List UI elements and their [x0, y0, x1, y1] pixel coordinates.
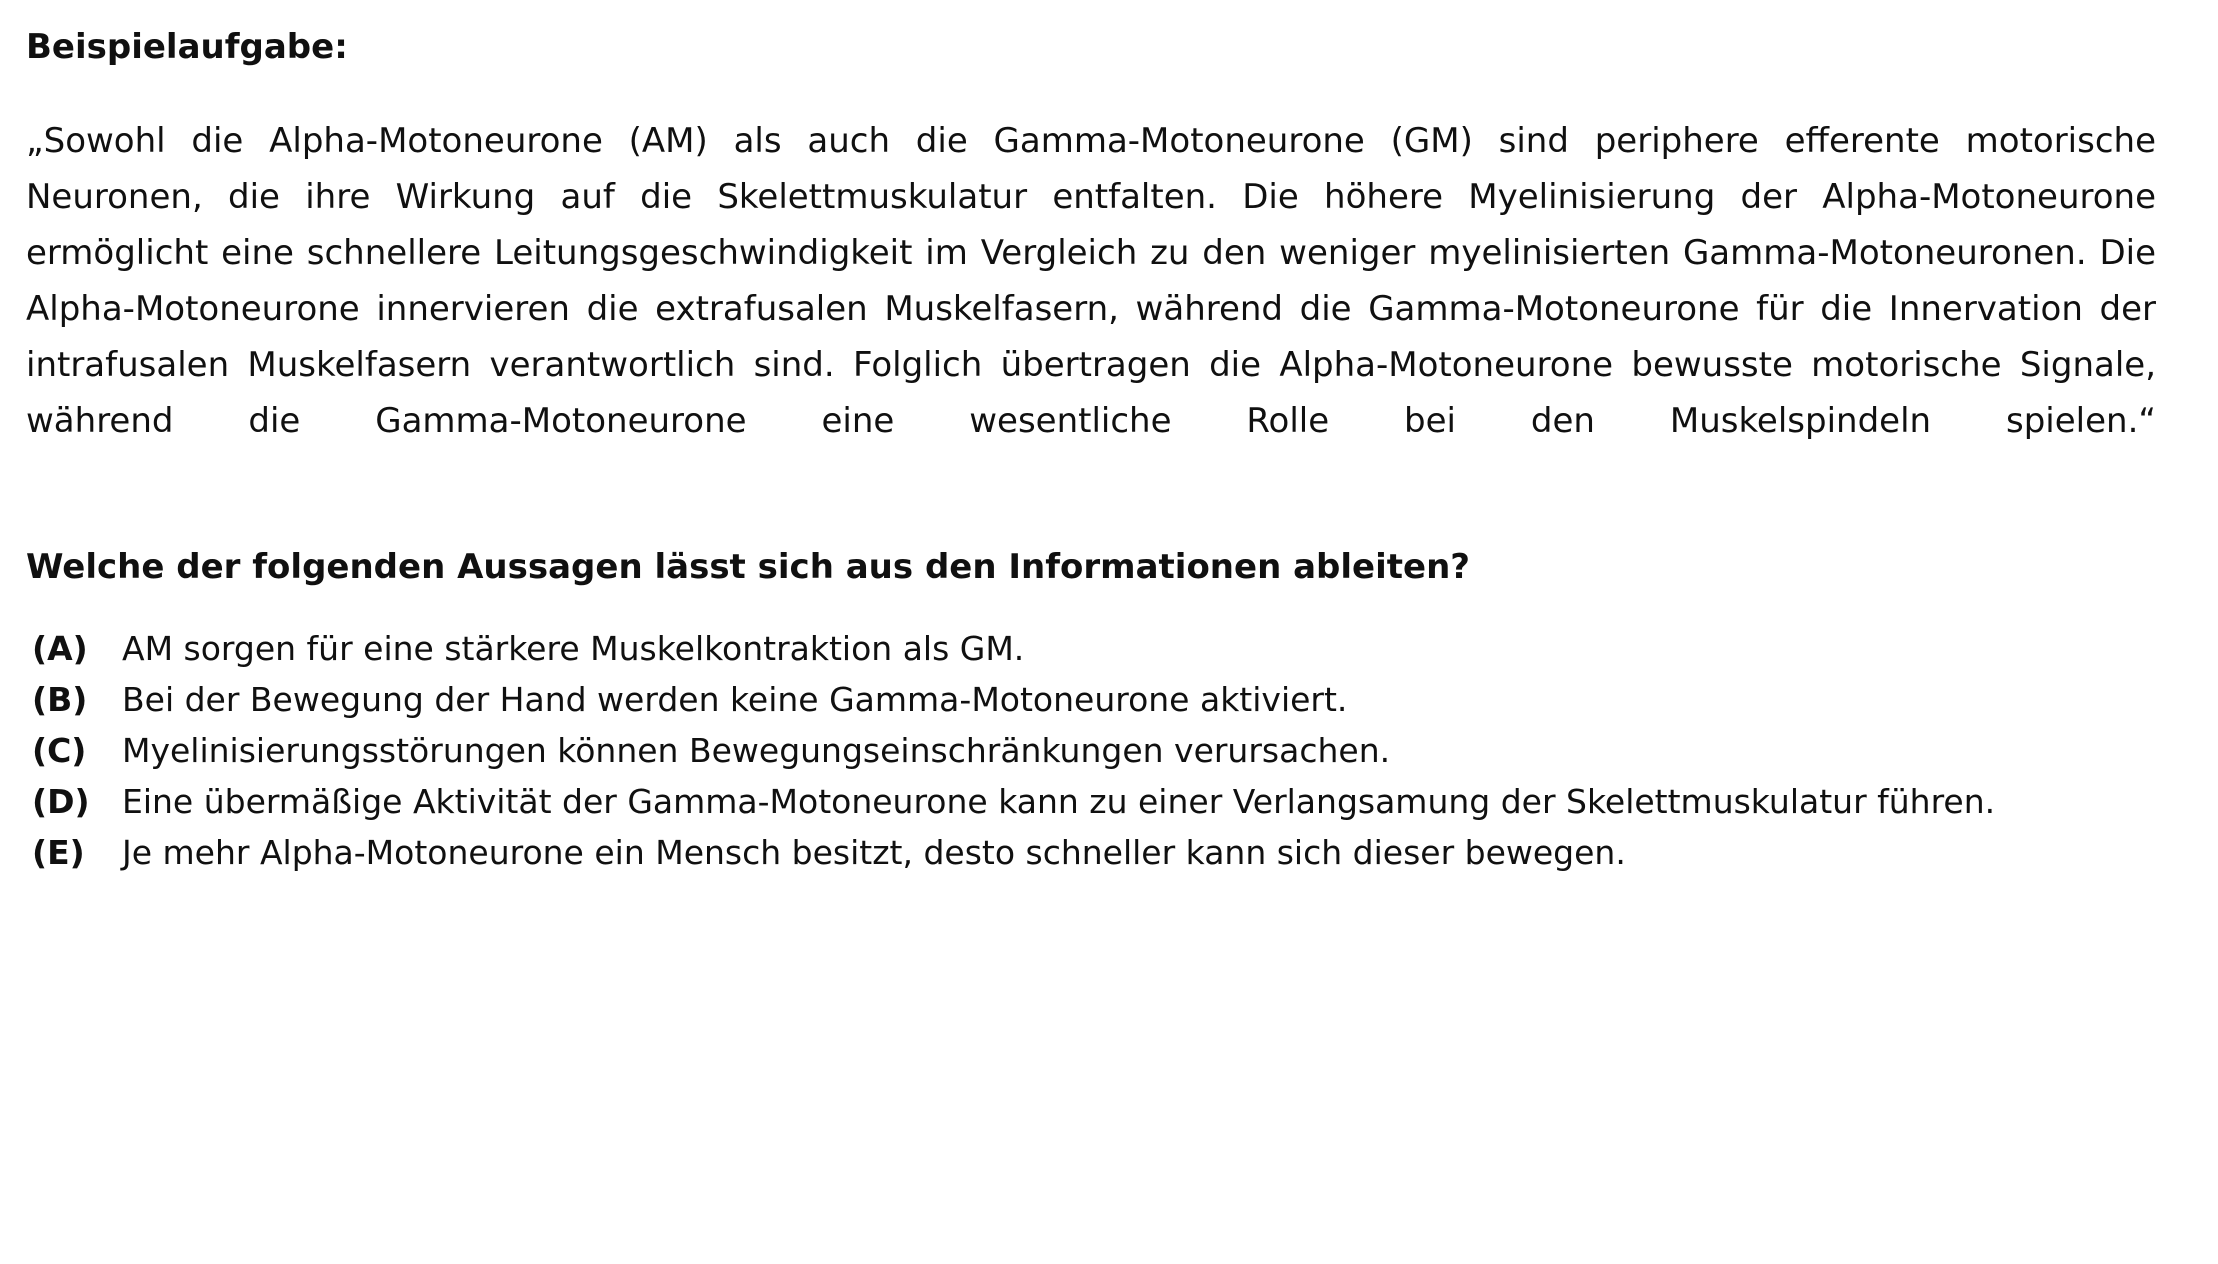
answer-option-b[interactable]: [26, 674, 2156, 725]
option-letter: (B): [32, 679, 88, 719]
answer-option-a[interactable]: [26, 623, 2156, 674]
spacer: [26, 69, 2156, 113]
answer-option-d[interactable]: [26, 776, 2156, 827]
spacer: [26, 505, 2156, 545]
option-text: Bei der Bewegung der Hand werden keine Gamma-Motoneurone aktiviert.: [122, 679, 1348, 719]
option-text: Myelinisierungsstörungen können Bewegungseinschränkungen verursachen.: [122, 730, 1391, 770]
option-letter: (A): [32, 628, 88, 668]
option-letter: (C): [32, 730, 87, 770]
option-letter: (E): [32, 832, 85, 872]
option-text: Je mehr Alpha-Motoneurone ein Mensch besitzt, desto schneller kann sich dieser bewegen.: [122, 832, 1626, 872]
option-text: AM sorgen für eine stärkere Muskelkontraktion als GM.: [122, 628, 1025, 668]
answer-option-c[interactable]: [26, 725, 2156, 776]
page-title: Beispielaufgabe:: [26, 27, 348, 67]
question-prompt: Welche der folgenden Aussagen lässt sich aus den Informationen ableiten?: [26, 546, 1471, 587]
answer-option-e[interactable]: [26, 827, 2156, 878]
answer-options-list: [26, 623, 2156, 878]
option-text: Eine übermäßige Aktivität der Gamma-Motoneurone kann zu einer Verlangsamung der Skelettmuskulatur führen.: [122, 781, 1996, 821]
spacer: [26, 589, 2156, 623]
option-letter: (D): [32, 781, 90, 821]
passage-text: „Sowohl die Alpha-Motoneurone (AM) als auch die Gamma-Motoneurone (GM) sind periphere efferente motorische Neuronen, die ihre Wirkung auf die Skelettmuskulatur entfalten. Die höhere Myelinisierung der Alpha-Motoneurone ermöglicht eine schnellere Leitungsgeschwindigkeit im Vergleich zu den weniger myelinisierten Gamma-Motoneuronen. Die Alpha-Motoneurone innervieren die extrafusalen Muskelfasern, während die Gamma-Motoneurone für die Innervation der intrafusalen Muskelfasern verantwortlich sind. Folglich übertragen die Alpha-Motoneurone bewusste motorische Signale, während die Gamma-Motoneurone eine wesentliche Rolle bei den Muskelspindeln spielen.“: [26, 120, 2156, 441]
